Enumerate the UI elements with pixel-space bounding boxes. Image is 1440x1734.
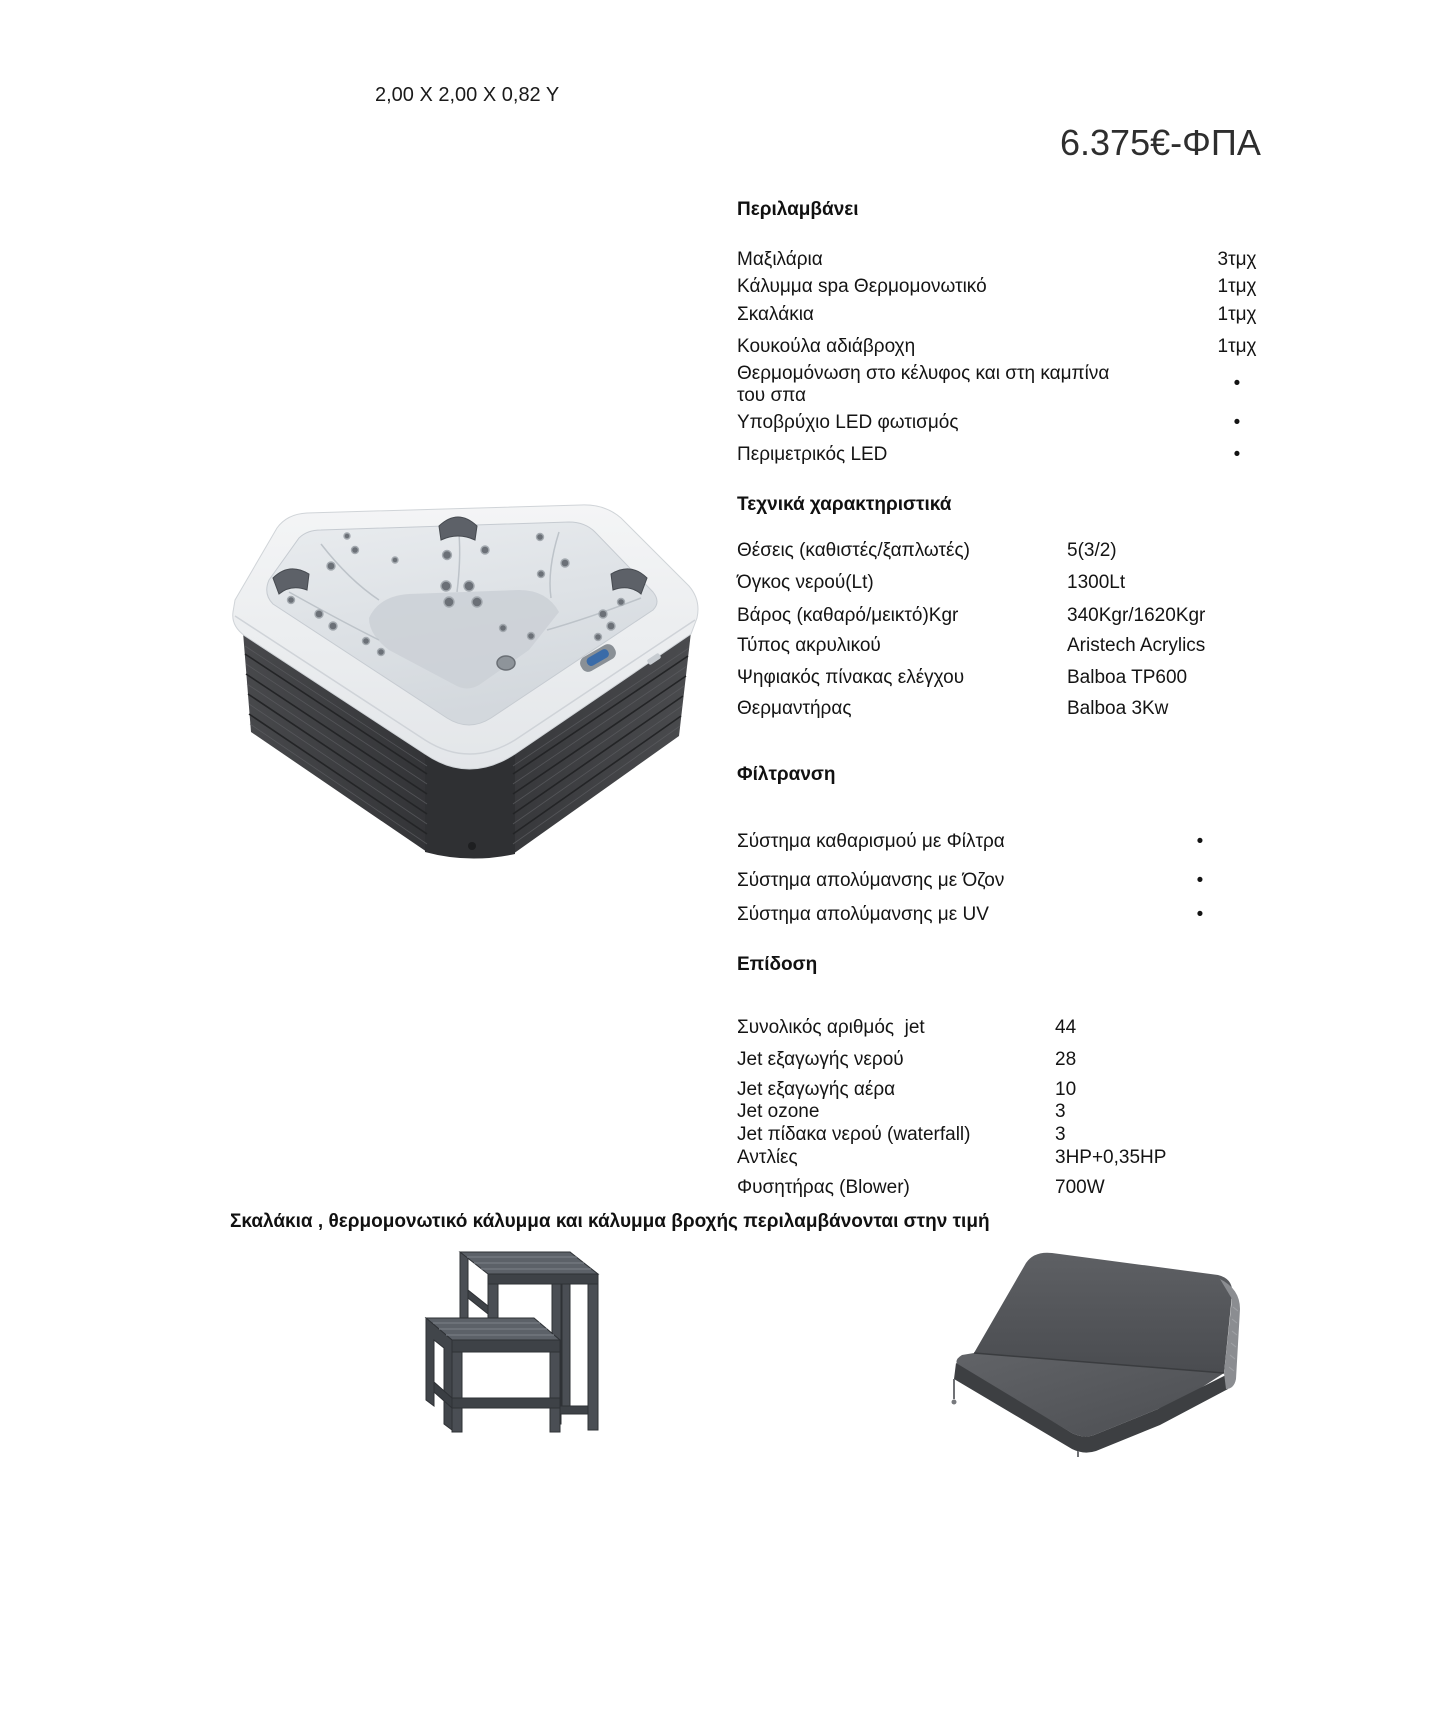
spec-label: Θερμαντήρας: [737, 698, 852, 719]
spec-value: 44: [1055, 1017, 1077, 1038]
spec-row: [737, 1177, 1277, 1199]
spec-row: [737, 1049, 1277, 1071]
spec-value: 1τμχ: [1217, 276, 1257, 297]
spec-label: Σύστημα καθαρισμού με Φίλτρα: [737, 831, 1005, 852]
spec-row: [737, 904, 1277, 926]
spec-label: Jet ozone: [737, 1101, 820, 1122]
spec-row: [737, 304, 1277, 326]
drain-valve: [468, 842, 476, 850]
spec-label: Περιμετρικός LED: [737, 444, 888, 465]
spec-row: [737, 540, 1277, 562]
spec-label: Φυσητήρας (Blower): [737, 1177, 910, 1198]
spec-value: 1300Lt: [1067, 572, 1126, 593]
spec-value: 1τμχ: [1217, 304, 1257, 325]
step-leg: [452, 1352, 462, 1432]
spec-label: Σκαλάκια: [737, 304, 814, 325]
spec-row: [737, 667, 1277, 689]
filtration-title: Φίλτρανση: [737, 764, 836, 785]
spec-value: 3HP+0,35HP: [1055, 1147, 1167, 1168]
spec-row: [737, 831, 1277, 853]
spec-row: [737, 276, 1277, 298]
spec-value: 340Kgr/1620Kgr: [1067, 605, 1206, 626]
spec-row: [737, 1124, 1277, 1146]
spec-value: 5(3/2): [1067, 540, 1117, 561]
spec-label: Jet πίδακα νερού (waterfall): [737, 1124, 971, 1145]
spec-label: Σύστημα απολύμανσης με Όζον: [737, 870, 1005, 891]
spec-row: [737, 249, 1277, 271]
spec-row: [737, 698, 1277, 720]
spec-label: Θερμομόνωση στο κέλυφος και στη καμπίνα του σπα: [737, 363, 1110, 406]
spa-cover-icon: [944, 1249, 1244, 1459]
spec-label: Τύπος ακρυλικού: [737, 635, 881, 656]
spec-value: 1τμχ: [1217, 336, 1257, 357]
spec-row: [737, 870, 1277, 892]
step-leg: [460, 1252, 468, 1322]
spec-row: [737, 336, 1277, 358]
spa-steps-icon: [420, 1246, 620, 1442]
spec-value: 28: [1055, 1049, 1077, 1070]
spec-label: Σύστημα απολύμανσης με UV: [737, 904, 989, 925]
price-text: 6.375€-ΦΠΑ: [1060, 122, 1261, 163]
included-accessories-caption: Σκαλάκια , θερμομονωτικό κάλυμμα και κάλυμμα βροχής περιλαμβάνονται στην τιμή: [230, 1211, 990, 1232]
spec-row: [737, 605, 1277, 627]
hot-tub-icon: [229, 500, 701, 862]
spec-label: Ψηφιακός πίνακας ελέγχου: [737, 667, 965, 688]
spec-label: Μαξιλάρια: [737, 249, 823, 270]
spec-label: Όγκος νερού(Lt): [737, 572, 874, 593]
spec-row: [737, 635, 1277, 657]
spec-row: [737, 1017, 1277, 1039]
spec-label: Συνολικός αριθμός jet: [737, 1017, 925, 1038]
spec-row: [737, 412, 1277, 434]
spec-bullet: •: [1233, 412, 1241, 433]
spec-value: Balboa 3Kw: [1067, 698, 1169, 719]
spec-label: Θέσεις (καθιστές/ξαπλωτές): [737, 540, 970, 561]
strap-clip: [952, 1400, 957, 1405]
spec-bullet: •: [1196, 904, 1204, 925]
step-leg: [588, 1284, 598, 1430]
spec-row: [737, 1147, 1277, 1169]
step-leg: [550, 1352, 560, 1432]
spec-label: Υποβρύχιο LED φωτισμός: [737, 412, 959, 433]
spec-bullet: •: [1196, 870, 1204, 891]
spec-value: 3: [1055, 1101, 1066, 1122]
spec-row: [737, 1101, 1277, 1123]
spec-row: [737, 572, 1277, 594]
spec-value: Aristech Acrylics: [1067, 635, 1206, 656]
performance-title: Επίδοση: [737, 954, 818, 975]
spec-value: 3τμχ: [1217, 249, 1257, 270]
spec-row: [737, 363, 1277, 407]
spec-row: [737, 444, 1277, 466]
spec-label: Jet εξαγωγής νερού: [737, 1049, 904, 1070]
cover-back-panel: [974, 1253, 1232, 1373]
spec-bullet: •: [1233, 444, 1241, 465]
spec-value: 10: [1055, 1079, 1077, 1100]
spec-label: Κουκούλα αδιάβροχη: [737, 336, 916, 357]
dimensions-text: 2,00 X 2,00 X 0,82 Y: [375, 84, 560, 106]
spec-label: Αντλίες: [737, 1147, 798, 1168]
filter-intake: [497, 656, 515, 670]
spec-row: [737, 1079, 1277, 1101]
spec-label: Κάλυμμα spa Θερμομονωτικό: [737, 276, 987, 297]
technical-title: Τεχνικά χαρακτηριστικά: [737, 494, 952, 515]
spec-value: 700W: [1055, 1177, 1105, 1198]
spec-bullet: •: [1233, 373, 1241, 394]
spec-label: Βάρος (καθαρό/μεικτό)Kgr: [737, 605, 959, 626]
spec-value: 3: [1055, 1124, 1066, 1145]
includes-title: Περιλαμβάνει: [737, 199, 859, 220]
spec-bullet: •: [1196, 831, 1204, 852]
spec-label: Jet εξαγωγής αέρα: [737, 1079, 896, 1100]
spec-value: Balboa TP600: [1067, 667, 1188, 688]
